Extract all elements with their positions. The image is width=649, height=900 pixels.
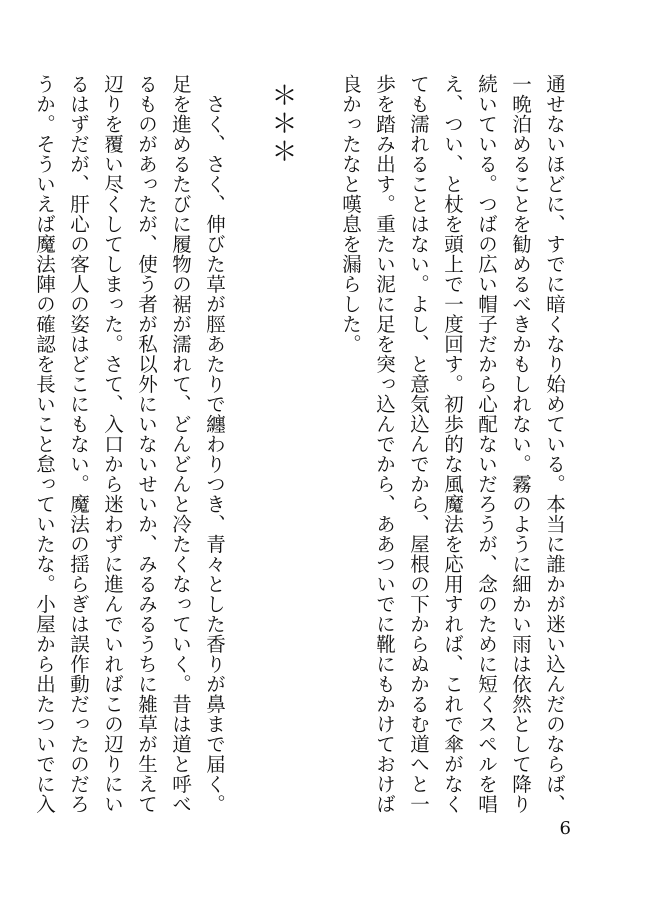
blank-line bbox=[299, 74, 333, 814]
text-line: 続いている。つばの広い帽子だから心配ないだろうが、念のために短くスペルを唱 bbox=[475, 74, 498, 814]
text-line: 辺りを覆い尽くしてしまった。さて、入口から迷わずに進んでいればこの辺りにい bbox=[101, 74, 124, 814]
text-line: 足を進めるたびに履物の裾が濡れて、どんどんと冷たくなっていく。昔は道と呼べ bbox=[169, 74, 192, 814]
text-line: うか。そういえば魔法陣の確認を長いこと怠っていたな。小屋から出たついでに入 bbox=[33, 74, 56, 814]
blank-line bbox=[231, 74, 265, 814]
vertical-text-block bbox=[27, 74, 571, 814]
text-line: 通せないほどに、すでに暗くなり始めている。本当に誰かが迷い込んだのならば、 bbox=[543, 74, 566, 814]
text-line: 歩を踏み出す。重たい泥に足を突っ込んでから、ああついでに靴にもかけておけば bbox=[373, 74, 396, 814]
page-number: 6 bbox=[559, 818, 571, 839]
text-line: ても濡れることはない。よし、と意気込んでから、屋根の下からぬかるむ道へと一 bbox=[407, 74, 430, 814]
text-line: さく、さく、伸びた草が脛あたりで纏わりつき、青々とした香りが鼻まで届く。 bbox=[203, 74, 226, 814]
text-line: 一晩泊めることを勧めるべきかもしれない。霧のように細かい雨は依然として降り bbox=[509, 74, 532, 814]
text-line: え、つい、と杖を頭上で一度回す。初歩的な風魔法を応用すれば、これで傘がなく bbox=[441, 74, 464, 814]
text-line: 良かったなと嘆息を漏らした。 bbox=[339, 74, 362, 354]
text-line: るものがあったが、使う者が私以外にいないせいか、みるみるうちに雑草が生えて bbox=[135, 74, 158, 814]
text-line: るはずだが、肝心の客人の姿はどこにもない。魔法の揺らぎは誤作動だったのだろ bbox=[67, 74, 90, 814]
scene-separator: ＊＊＊ bbox=[267, 82, 297, 166]
